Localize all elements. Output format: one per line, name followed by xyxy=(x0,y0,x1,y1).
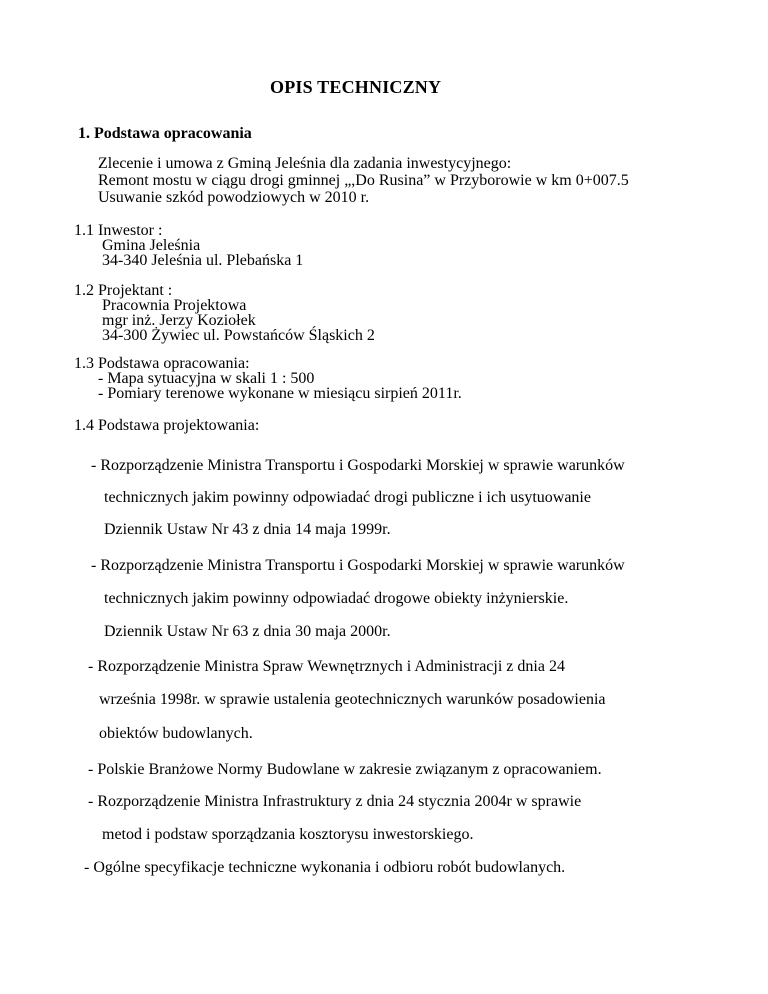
section-1-2-label: 1.2 Projektant : xyxy=(74,282,173,299)
regulation-item-cont: Dziennik Ustaw Nr 63 z dnia 30 maja 2000r. xyxy=(104,623,391,640)
page-title: OPIS TECHNICZNY xyxy=(270,77,442,97)
investor-line: Gmina Jeleśnia xyxy=(102,237,201,254)
section-1-1-label: 1.1 Inwestor : xyxy=(74,222,163,239)
regulation-item-cont: technicznych jakim powinny odpowiadać drogowe obiekty inżynierskie. xyxy=(104,590,569,607)
regulation-item-cont: Dziennik Ustaw Nr 43 z dnia 14 maja 1999r. xyxy=(104,521,391,538)
section-1-4-label: 1.4 Podstawa projektowania: xyxy=(74,417,260,434)
designer-line: mgr inż. Jerzy Koziołek xyxy=(102,312,256,329)
investor-line: 34-340 Jeleśnia ul. Plebańska 1 xyxy=(102,252,304,269)
designer-line: 34-300 Żywiec ul. Powstańców Śląskich 2 xyxy=(102,327,375,344)
regulation-item: - Ogólne specyfikacje techniczne wykonania i odbioru robót budowlanych. xyxy=(84,859,566,876)
regulation-item-cont: obiektów budowlanych. xyxy=(99,725,253,742)
regulation-item: - Polskie Branżowe Normy Budowlane w zakresie związanym z opracowaniem. xyxy=(88,761,602,778)
regulation-item: - Rozporządzenie Ministra Transportu i Gospodarki Morskiej w sprawie warunków xyxy=(91,557,625,574)
section-1-line: Zlecenie i umowa z Gminą Jeleśnia dla zadania inwestycyjnego: xyxy=(98,155,512,172)
section-1-line: Remont mostu w ciągu drogi gminnej „,Do Rusina” w Przyborowie w km 0+007.5 xyxy=(98,172,629,189)
regulation-item-cont: metod i podstaw sporządzania kosztorysu inwestorskiego. xyxy=(102,826,474,843)
designer-line: Pracownia Projektowa xyxy=(102,297,247,314)
basis-line: - Mapa sytuacyjna w skali 1 : 500 xyxy=(98,370,315,387)
regulation-item-cont: września 1998r. w sprawie ustalenia geotechnicznych warunków posadowienia xyxy=(99,691,606,708)
regulation-item: - Rozporządzenie Ministra Transportu i Gospodarki Morskiej w sprawie warunków xyxy=(91,457,625,474)
regulation-item: - Rozporządzenie Ministra Spraw Wewnętrznych i Administracji z dnia 24 xyxy=(88,658,565,675)
regulation-item-cont: technicznych jakim powinny odpowiadać drogi publiczne i ich usytuowanie xyxy=(104,489,591,506)
section-1-3-label: 1.3 Podstawa opracowania: xyxy=(74,355,250,372)
regulation-item: - Rozporządzenie Ministra Infrastruktury z dnia 24 stycznia 2004r w sprawie xyxy=(88,793,582,810)
section-1-line: Usuwanie szkód powodziowych w 2010 r. xyxy=(98,189,370,206)
basis-line: - Pomiary terenowe wykonane w miesiącu sirpień 2011r. xyxy=(98,385,462,402)
section-1-heading: 1. Podstawa opracowania xyxy=(78,125,252,142)
